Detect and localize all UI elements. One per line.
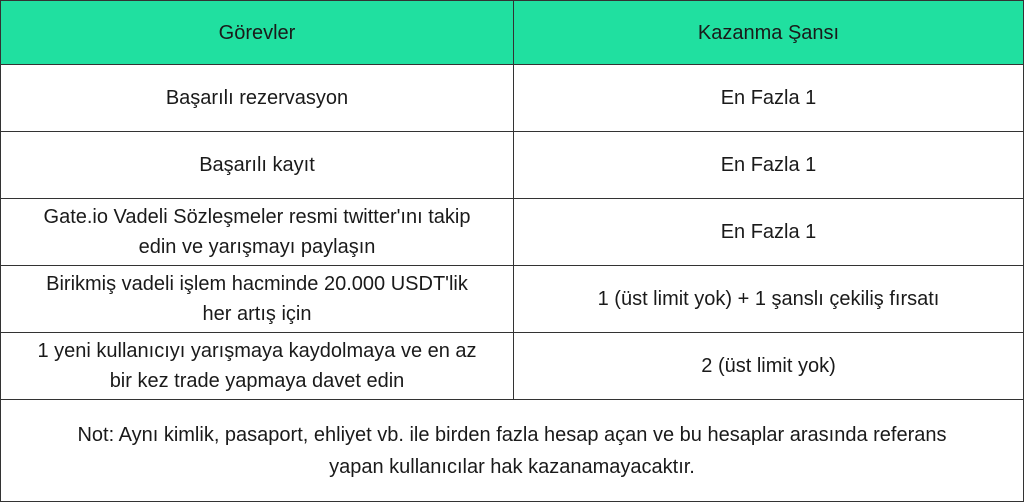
task-cell: Başarılı kayıt <box>1 132 514 198</box>
chance-cell: 2 (üst limit yok) <box>701 355 836 377</box>
table-note <box>1 400 1023 501</box>
task-line: her artış için <box>202 303 312 325</box>
header-winning-chance: Kazanma Şansı <box>697 21 840 44</box>
chance-cell: En Fazla 1 <box>720 87 817 109</box>
table-row <box>1 65 1023 132</box>
note-line: yapan kullanıcılar hak kazanamayacaktır. <box>329 455 695 478</box>
note-line: Not: Aynı kimlik, pasaport, ehliyet vb. ile birden fazla hesap açan ve bu hesaplar arasında referans <box>77 423 947 446</box>
task-line: Gate.io Vadeli Sözleşmeler resmi twitter'ını takip <box>43 206 471 228</box>
task-line: bir kez trade yapmaya davet edin <box>109 370 405 392</box>
task-cell <box>1 266 514 332</box>
chance-cell: En Fazla 1 <box>720 154 817 176</box>
task-line: Birikmiş vadeli işlem hacminde 20.000 USDT'lik <box>46 273 468 295</box>
chance-cell: En Fazla 1 <box>720 221 817 243</box>
table-row <box>1 132 1023 199</box>
task-line: 1 yeni kullanıcıyı yarışmaya kaydolmaya ve en az <box>37 340 477 362</box>
task-line: edin ve yarışmayı paylaşın <box>138 236 376 258</box>
header-tasks: Görevler <box>1 1 514 64</box>
task-cell <box>1 333 514 399</box>
task-cell <box>1 199 514 265</box>
table-header-row <box>1 1 1023 65</box>
table-row <box>1 333 1023 400</box>
table-row <box>1 199 1023 266</box>
chance-cell: 1 (üst limit yok) + 1 şanslı çekiliş fırsatı <box>597 288 940 310</box>
task-cell: Başarılı rezervasyon <box>1 65 514 131</box>
table-row <box>1 266 1023 333</box>
